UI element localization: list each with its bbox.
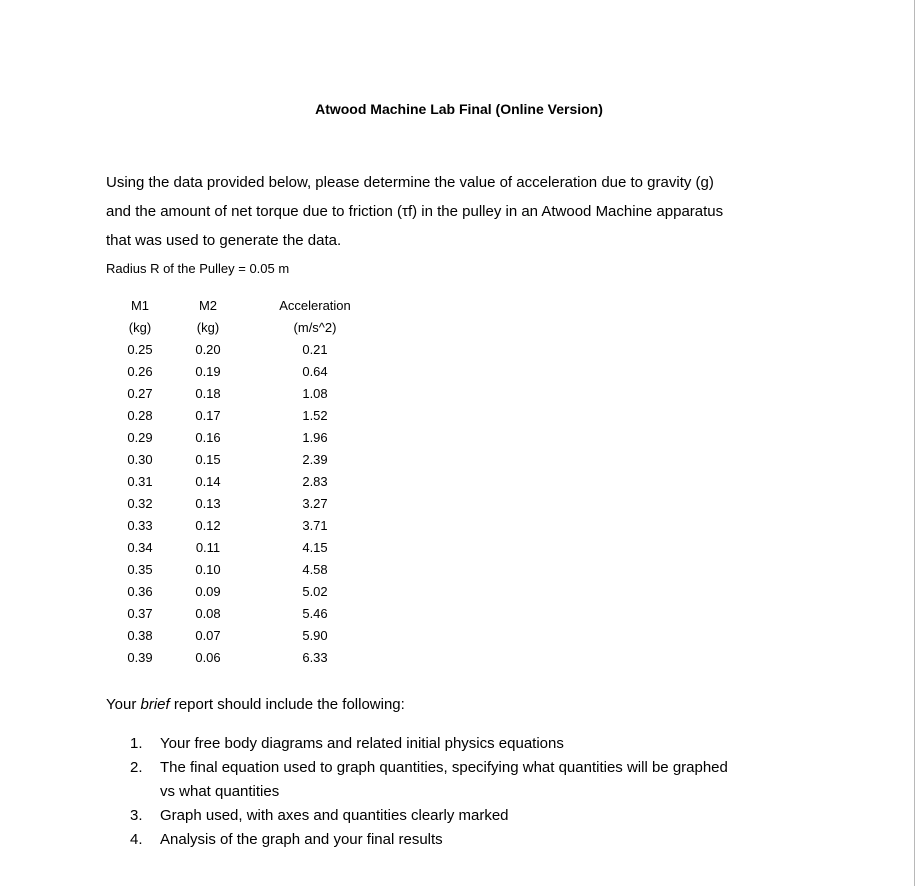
m2-cell: 0.11: [195, 540, 221, 555]
report-intro-emphasis: brief: [140, 696, 170, 713]
m1-cell: 0.27: [127, 386, 153, 401]
m1-cell: 0.39: [127, 650, 153, 665]
report-list-item: [130, 756, 820, 804]
report-intro-after: report should include the following:: [169, 696, 405, 713]
m2-cell: 0.16: [195, 430, 221, 445]
header-acceleration-unit: (m/s^2): [293, 320, 337, 335]
m1-cell: 0.32: [127, 496, 153, 511]
m1-cell: 0.33: [127, 518, 153, 533]
report-intro-before: Your: [106, 696, 141, 713]
m1-cell: 0.31: [127, 474, 153, 489]
list-item-number: 3.: [130, 807, 143, 824]
m1-cell: 0.34: [127, 540, 153, 555]
list-item-number: 4.: [130, 831, 143, 848]
m1-cell: 0.37: [127, 606, 153, 621]
report-list-item: [130, 732, 820, 756]
acceleration-cell: 5.02: [302, 584, 328, 599]
acceleration-cell: 4.58: [302, 562, 328, 577]
acceleration-cell: 6.33: [302, 650, 328, 665]
acceleration-cell: 0.21: [302, 342, 328, 357]
m2-cell: 0.09: [195, 584, 221, 599]
m1-cell: 0.35: [127, 562, 153, 577]
list-item-text: Analysis of the graph and your final results: [160, 831, 443, 848]
m2-cell: 0.20: [195, 342, 221, 357]
m1-cell: 0.26: [127, 364, 153, 379]
list-item-number: 1.: [130, 735, 143, 752]
document-title: Atwood Machine Lab Final (Online Version): [315, 101, 603, 117]
header-m2-unit: (kg): [196, 320, 220, 335]
m2-cell: 0.19: [195, 364, 221, 379]
header-m1: M1: [130, 298, 150, 313]
acceleration-cell: 3.27: [302, 496, 328, 511]
m2-cell: 0.08: [195, 606, 221, 621]
m2-cell: 0.17: [195, 408, 221, 423]
m1-cell: 0.30: [127, 452, 153, 467]
intro-line-1: Using the data provided below, please determine the value of acceleration due to gravity (g): [106, 174, 714, 191]
m2-cell: 0.12: [195, 518, 221, 533]
report-list-item: [130, 828, 820, 852]
acceleration-cell: 5.90: [302, 628, 328, 643]
m1-cell: 0.25: [127, 342, 153, 357]
intro-line-2: and the amount of net torque due to friction (τf) in the pulley in an Atwood Machine apparatus: [106, 203, 724, 220]
acceleration-cell: 5.46: [302, 606, 328, 621]
m1-cell: 0.36: [127, 584, 153, 599]
report-intro: [106, 696, 405, 713]
acceleration-cell: 4.15: [302, 540, 328, 555]
acceleration-cell: 0.64: [302, 364, 328, 379]
m2-cell: 0.13: [195, 496, 221, 511]
intro-paragraph: [106, 168, 836, 255]
report-list-item: [130, 804, 820, 828]
acceleration-cell: 2.39: [302, 452, 328, 467]
acceleration-cell: 1.08: [302, 386, 328, 401]
m2-cell: 0.07: [195, 628, 221, 643]
list-item-text: vs what quantities: [160, 783, 280, 800]
list-item-text: The final equation used to graph quantities, specifying what quantities will be graphed: [160, 759, 728, 776]
list-item-text: Graph used, with axes and quantities clearly marked: [160, 807, 509, 824]
intro-line-3: that was used to generate the data.: [106, 232, 342, 249]
page-edge-divider: [914, 0, 915, 886]
acceleration-cell: 1.52: [302, 408, 328, 423]
m2-cell: 0.14: [195, 474, 221, 489]
m1-cell: 0.29: [127, 430, 153, 445]
acceleration-cell: 2.83: [302, 474, 328, 489]
acceleration-cell: 3.71: [302, 518, 328, 533]
acceleration-cell: 1.96: [302, 430, 328, 445]
report-requirements-list: [130, 732, 820, 852]
m2-cell: 0.18: [195, 386, 221, 401]
pulley-radius-text: Radius R of the Pulley = 0.05 m: [106, 261, 290, 276]
header-m1-unit: (kg): [128, 320, 152, 335]
m2-cell: 0.15: [195, 452, 221, 467]
m2-cell: 0.10: [195, 562, 221, 577]
list-item-text: Your free body diagrams and related initial physics equations: [160, 735, 564, 752]
header-m2: M2: [198, 298, 218, 313]
m1-cell: 0.38: [127, 628, 153, 643]
list-item-number: 2.: [130, 759, 143, 776]
header-acceleration: Acceleration: [279, 298, 351, 313]
m1-cell: 0.28: [127, 408, 153, 423]
m2-cell: 0.06: [195, 650, 221, 665]
